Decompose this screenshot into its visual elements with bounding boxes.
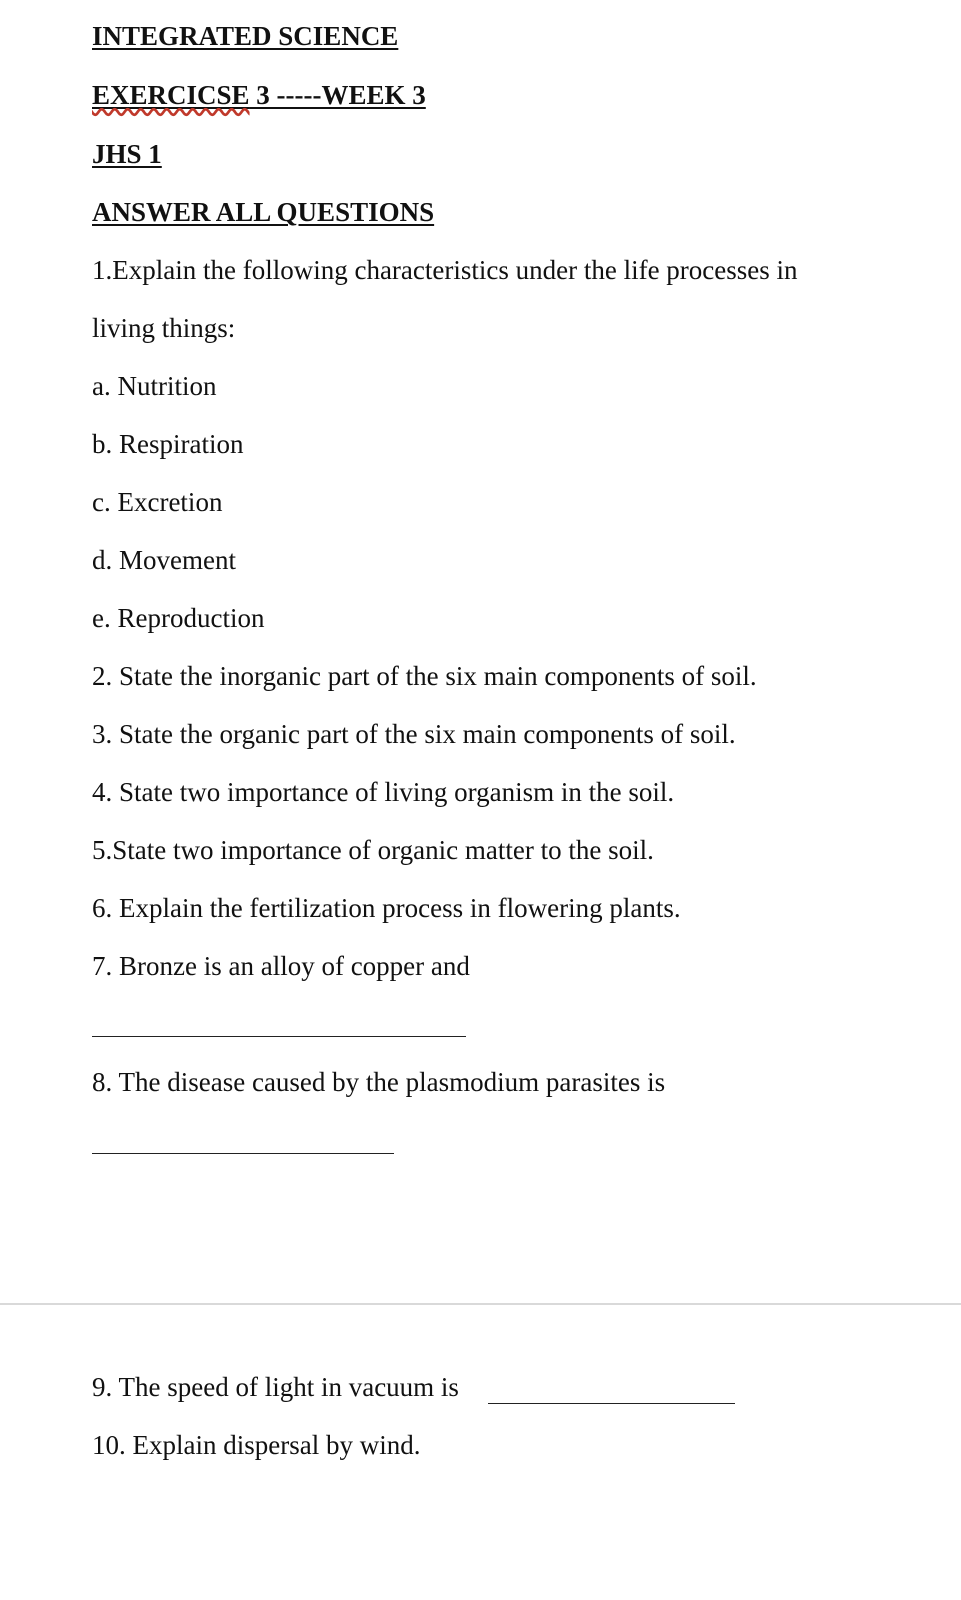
option-movement: d. Movement [92,545,236,575]
option-excretion: c. Excretion [92,487,223,517]
question-5: 5.State two importance of organic matter to the soil. [92,835,654,865]
exercise-week: 3 -----WEEK 3 [249,80,426,110]
question-6: 6. Explain the fertilization process in flowering plants. [92,893,681,923]
question-10: 10. Explain dispersal by wind. [92,1430,421,1460]
question-2: 2. State the inorganic part of the six main components of soil. [92,661,757,691]
question-9: 9. The speed of light in vacuum is [92,1372,459,1402]
question-3: 3. State the organic part of the six main components of soil. [92,719,736,749]
page-divider [0,1303,961,1305]
question-4: 4. State two importance of living organism in the soil. [92,777,675,807]
answer-blank-7[interactable] [92,1036,466,1037]
answer-blank-9[interactable] [488,1403,735,1404]
question-1-line-1: 1.Explain the following characteristics under the life processes in [92,255,798,285]
class-label: JHS 1 [92,139,162,169]
option-nutrition: a. Nutrition [92,371,217,401]
option-reproduction: e. Reproduction [92,603,265,633]
instruction: ANSWER ALL QUESTIONS [92,197,435,227]
exercise-word: EXERCICSE [92,80,250,110]
option-respiration: b. Respiration [92,429,244,459]
question-8: 8. The disease caused by the plasmodium parasites is [92,1067,666,1097]
question-1-line-2: living things: [92,313,236,343]
subject-title: INTEGRATED SCIENCE [92,21,399,51]
question-7: 7. Bronze is an alloy of copper and [92,951,470,981]
exercise-title [92,79,426,111]
answer-blank-8[interactable] [92,1153,394,1154]
